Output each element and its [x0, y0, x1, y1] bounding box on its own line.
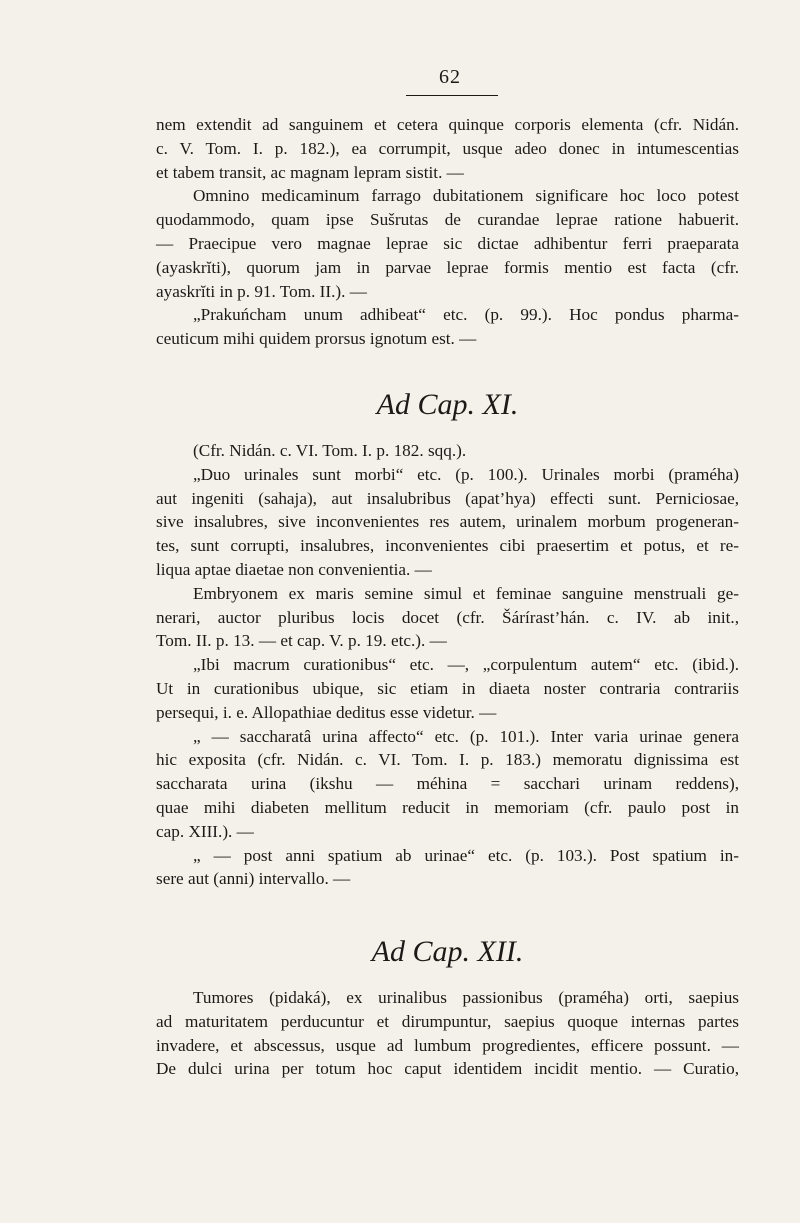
text-line: quodammodo, quam ipse Sušrutas de curandae leprae ratione habuerit.: [156, 210, 739, 230]
text-line: Omnino medicaminum farrago dubitationem significare hoc loco potest: [193, 186, 739, 206]
text-line: Ut in curationibus ubique, sic etiam in diaeta noster contraria contrariis: [156, 678, 739, 698]
chapter-heading-xii: Ad Cap. XII.: [371, 935, 524, 968]
text-line: saccharata urina (ikshu — méhina = sacchari urinam reddens),: [156, 774, 739, 794]
paragraph-block-cap-xii: [156, 986, 739, 1081]
page-number: 62: [439, 66, 461, 88]
page-number-rule: [406, 95, 498, 96]
text-line: aut ingeniti (sahaja), aut insalubribus (apat’hya) effecti sunt. Perniciosae,: [156, 488, 739, 508]
text-line: quae mihi diabeten mellitum reducit in memoriam (cfr. paulo post in: [156, 797, 739, 817]
text-line: ad maturitatem perducuntur et dirumpuntur, saepius quoque internas partes: [156, 1011, 739, 1031]
text-line: cap. XIII.). —: [156, 821, 254, 841]
text-line: De dulci urina per totum hoc caput identidem incidit mentio. — Curatio,: [156, 1059, 739, 1079]
text-line: „ — post anni spatium ab urinae“ etc. (p. 103.). Post spatium in-: [193, 845, 739, 865]
text-line: „Ibi macrum curationibus“ etc. —, „corpulentum autem“ etc. (ibid.).: [193, 655, 739, 675]
text-line: Tom. II. p. 13. — et cap. V. p. 19. etc.). —: [156, 631, 447, 651]
paragraph-block-leprosy: [156, 113, 739, 351]
text-line: tes, sunt corrupti, insalubres, inconvenientes cibi praesertim et potus, et re-: [156, 536, 739, 556]
text-line: liqua aptae diaetae non convenientia. —: [156, 559, 432, 579]
text-line: c. V. Tom. I. p. 182.), ea corrumpit, usque adeo donec in intumescentias: [156, 138, 739, 158]
paragraph-block-cap-xi: [156, 439, 739, 891]
text-line: nem extendit ad sanguinem et cetera quinque corporis elementa (cfr. Nidán.: [156, 115, 739, 134]
text-line: „ — saccharatâ urina affecto“ etc. (p. 101.). Inter varia urinae genera: [193, 726, 739, 746]
text-line: nerari, auctor pluribus locis docet (cfr. Šárírast’hán. c. IV. ab init.,: [156, 607, 739, 627]
text-line: Tumores (pidaká), ex urinalibus passionibus (praméha) orti, saepius: [193, 988, 739, 1007]
text-line: — Praecipue vero magnae leprae sic dictae adhibentur ferri praeparata: [156, 233, 739, 253]
text-line: (Cfr. Nidán. c. VI. Tom. I. p. 182. sqq.).: [193, 441, 467, 460]
text-line: ayaskrĭti in p. 91. Tom. II.). —: [156, 281, 367, 301]
text-line: „Prakuńcham unum adhibeat“ etc. (p. 99.). Hoc pondus pharma-: [193, 305, 739, 325]
text-line: invadere, et abscessus, usque ad lumbum progredientes, efficere possunt. —: [156, 1035, 739, 1055]
text-line: ceuticum mihi quidem prorsus ignotum est. —: [156, 329, 477, 349]
text-line: persequi, i. e. Allopathiae deditus esse videtur. —: [156, 702, 497, 722]
text-line: „Duo urinales sunt morbi“ etc. (p. 100.). Urinales morbi (praméha): [193, 464, 739, 484]
text-line: et tabem transit, ac magnam lepram sistit. —: [156, 162, 464, 182]
text-line: sive insalubres, sive inconvenientes res autem, urinalem morbum progeneran-: [156, 512, 739, 532]
text-line: Embryonem ex maris semine simul et feminae sanguine menstruali ge-: [193, 583, 739, 603]
text-line: hic exposita (cfr. Nidán. c. VI. Tom. I. p. 183.) memoratu dignissima est: [156, 750, 739, 770]
text-line: sere aut (anni) intervallo. —: [156, 869, 351, 889]
text-line: (ayaskrĭti), quorum jam in parvae leprae formis mentio est facta (cfr.: [156, 257, 739, 277]
chapter-heading-xi: Ad Cap. XI.: [376, 388, 519, 421]
